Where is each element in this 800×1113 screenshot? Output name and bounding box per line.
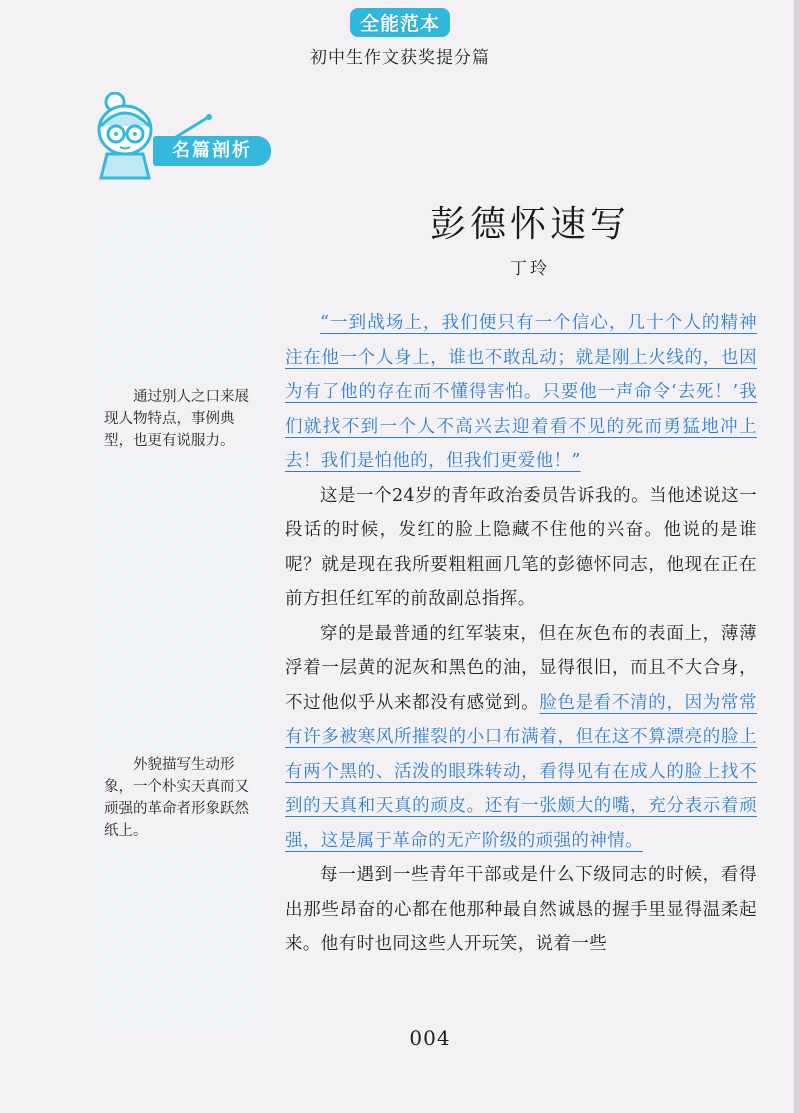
paragraph-3-marked: 脸色是看不清的，因为常常有许多被寒风所摧裂的小口布满着，但在这不算漂亮的脸上有两个黑的、活泼的眼珠转动，看得见有在成人的脸上找不到的天真和天真的顽皮。还有一张颇大的嘴，充分表示着顽强，这是属于革命的无产阶级的顽强的神情。	[285, 692, 757, 851]
side-note-1: 通过别人之口来展现人物特点，事例典型，也更有说服力。	[102, 382, 254, 456]
article-title: 彭德怀速写	[429, 204, 630, 245]
paragraph-quote: “一到战场上，我们便只有一个信心，几十个人的精神注在他一个人身上，谁也不敢乱动；就是刚上火线的，也因为有了他的存在而不懂得害怕。只要他一声命令‘去死！’我们就找不到一个人不高兴去迎着看不见的死而勇猛地冲上去！我们是怕他的，但我们更爱他！”	[285, 313, 757, 471]
section-badge-label: 名篇剖析	[153, 136, 271, 166]
page-edge	[794, 0, 800, 1113]
section-badge	[95, 92, 275, 182]
page-number: 004	[409, 1026, 451, 1050]
brand-logo: 全能范本	[350, 8, 450, 37]
paragraph-3	[285, 617, 757, 859]
paragraph-3-plain: 穿的是最普通的红军装束，但在灰色布的表面上，薄薄浮着一层黄的泥灰和黑色的油，显得很旧，而且不大合身，不过他似乎从来都没有感觉到。	[285, 623, 757, 713]
article-author: 丁玲	[510, 259, 550, 279]
paragraph-2: 这是一个24岁的青年政治委员告诉我的。当他述说这一段话的时候，发红的脸上隐藏不住他的兴奋。他说的是谁呢？就是现在我所要粗粗画几笔的彭德怀同志，他现在正在前方担任红军的前敌副总指挥。	[285, 485, 757, 609]
annotation-sidebar	[95, 212, 260, 1032]
running-header	[0, 8, 800, 68]
paragraph-4: 每一遇到一些青年干部或是什么下级同志的时候，看得出那些昂奋的心都在他那种最自然诚恳的握手里显得温柔起来。他有时也同这些人开玩笑，说着一些	[285, 865, 757, 954]
side-note-2: 外貌描写生动形象，一个朴实天真而又顽强的革命者形象跃然纸上。	[102, 750, 254, 846]
article-body	[285, 306, 757, 962]
series-title: 初中生作文获奖提分篇	[310, 48, 490, 68]
